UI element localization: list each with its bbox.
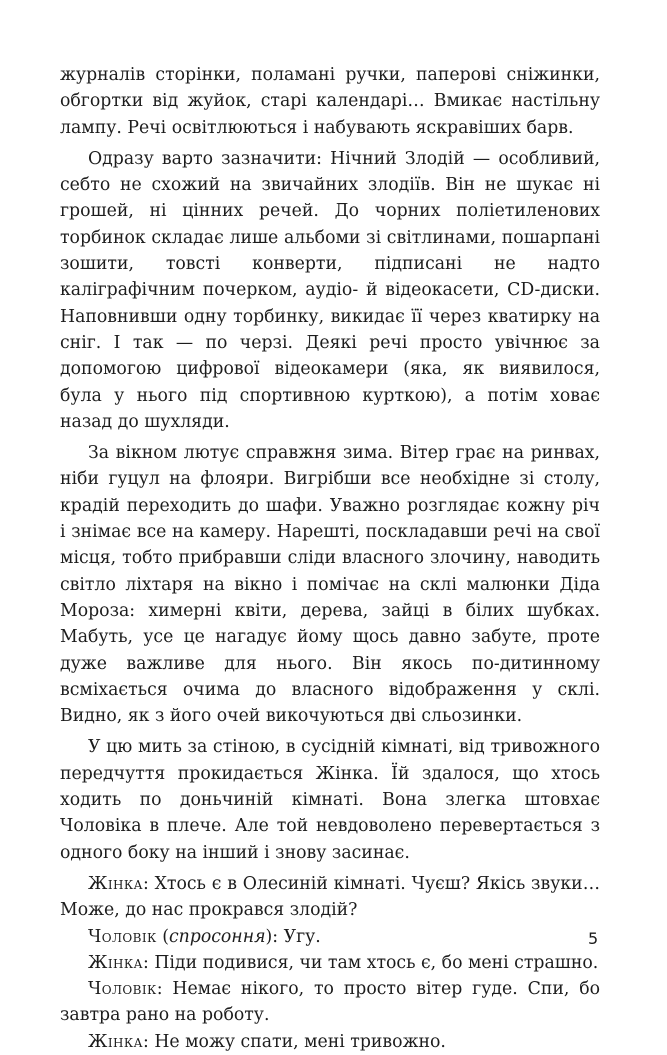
dialogue-text: Піди подивися, чи там хтось є, бо мені страшно.	[154, 952, 599, 973]
speaker-name: Чоловік	[88, 979, 157, 1000]
dialogue-line-4: Чоловік: Немає нікого, то просто вітер гуде. Спи, бо завтра рано на роботу.	[60, 979, 600, 1026]
dialogue-text: Не можу спати, мені тривожно.	[154, 1031, 446, 1052]
page-text	[60, 62, 600, 1055]
paragraph-1: журналів сторінки, поламані ручки, паперові сніжинки, обгортки від жуйок, старі календарі… Вмикає настільну лампу. Речі освітлюються і набувають яскравіших барв.	[60, 65, 600, 138]
paragraph-4: У цю мить за стіною, в сусідній кімнаті, від тривожного передчуття прокидається Жінка. Їй здалося, що хтось ходить по доньчиній кімнаті. Вона злегка штовхає Чоловіка в плече. Але той невдоволено перевертається з одного боку на інший і знову засинає.	[60, 737, 600, 863]
page-number: 5	[588, 929, 599, 948]
dialogue-line-1: Жінка: Хтось є в Олесиній кімнаті. Чуєш? Якісь звуки… Може, до нас прокрався злодій?	[60, 873, 600, 921]
speaker-name: Чоловік	[88, 926, 157, 947]
dialogue-text: Хтось є в Олесиній кімнаті. Чуєш? Якісь звуки… Може, до нас прокрався злодій?	[60, 873, 600, 921]
speaker-name: Жінка	[88, 873, 143, 894]
dialogue-line-3: Жінка: Піди подивися, чи там хтось є, бо мені страшно.	[88, 952, 599, 973]
paragraph-2: Одразу варто зазначити: Нічний Злодій — особливий, себто не схожий на звичайних злодіїв. Він не шукає ні грошей, ні цінних речей. До чорних поліетиленових торбинок складає лише альбоми зі світлинами, пошарпані зошити, товсті конверти, підписані не надто каліграфічним почерком, аудіо- й відеокасети, CD-диски. Наповнивши одну торбинку, викидає її через кватирку на сніг. І так — по черзі. Деякі речі просто увічнює за допомогою цифрової відеокамери (яка, як виявилося, була у нього під спортивною курткою), а потім ховає назад до шухляди.	[60, 148, 600, 432]
speaker-name: Жінка	[88, 1031, 143, 1052]
paragraph-3: За вікном лютує справжня зима. Вітер грає на ринвах, ніби гуцул на флояри. Вигрібши все необхідне зі столу, крадій переходить до шафи. Уважно розглядає кожну річ і знімає все на камеру. Нарешті, поскладавши речі на свої місця, тобто прибравши сліди власного злочину, наводить світло ліхтаря на вікно і помічає на склі малюнки Діда Мороза: химерні квіти, дерева, зайці в білих шубках. Мабуть, усе це нагадує йому щось давно забуте, проте дуже важливе для нього. Він якось по-дитинному всміхається очима до власного відображення у склі. Видно, як з його очей викочуються дві сльозинки.	[60, 443, 600, 727]
dialogue-line-5: Жінка: Не можу спати, мені тривожно.	[88, 1031, 446, 1052]
dialogue-line-2: Чоловік (спросоння): Угу.	[88, 926, 321, 947]
speaker-name: Жінка	[88, 952, 143, 973]
dialogue-text: Угу.	[283, 926, 321, 947]
dialogue-text: Немає нікого, то просто вітер гуде. Спи, бо завтра рано на роботу.	[60, 979, 600, 1026]
stage-direction: спросоння	[168, 926, 266, 947]
